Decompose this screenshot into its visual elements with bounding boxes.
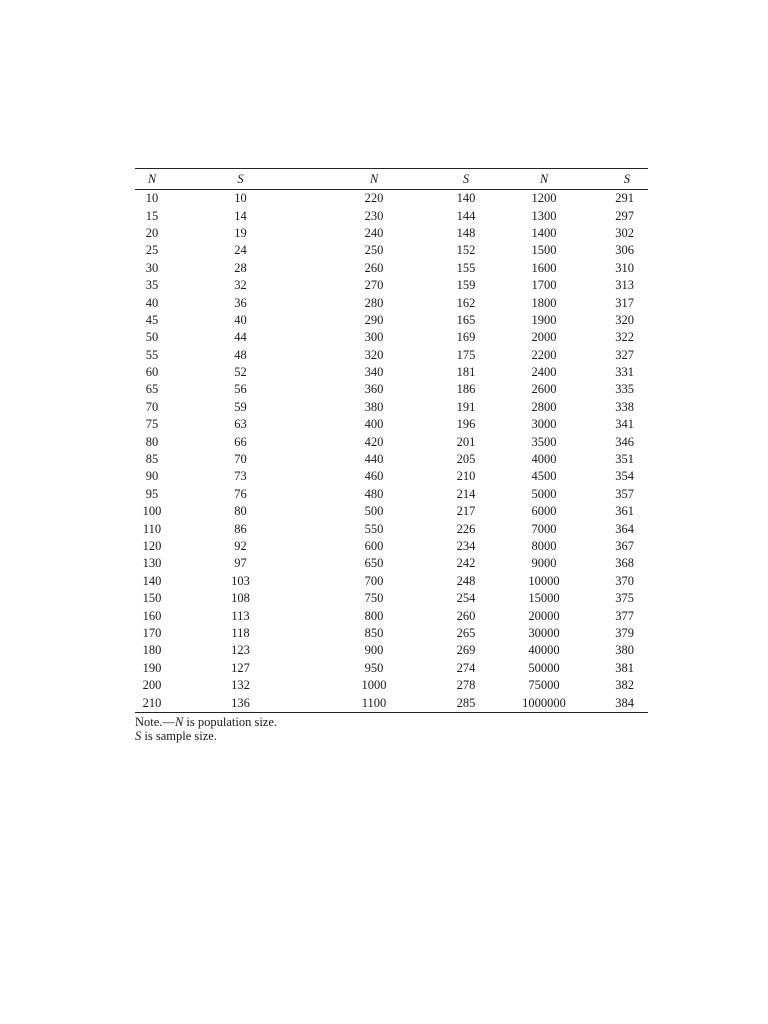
cell-n-2: 230 xyxy=(364,208,384,223)
cell-s-2: 201 xyxy=(456,434,476,449)
cell-n-1: 160 xyxy=(142,608,162,623)
table-row xyxy=(135,277,648,294)
cell-s-2: 214 xyxy=(456,486,476,501)
sample-size-table-container xyxy=(135,168,634,743)
cell-s-2: 285 xyxy=(436,694,496,712)
cell-s-1: 63 xyxy=(234,417,247,432)
note-line-sample xyxy=(135,729,630,743)
note-s-symbol: S xyxy=(135,728,142,743)
cell-n-1: 130 xyxy=(142,556,162,571)
cell-n-3: 10000 xyxy=(528,573,560,588)
cell-n-1: 210 xyxy=(135,694,169,712)
cell-n-1: 20 xyxy=(145,225,159,240)
cell-s-1: 59 xyxy=(234,399,247,414)
table-row xyxy=(135,538,648,555)
cell-n-2: 250 xyxy=(364,243,384,258)
cell-n-2: 900 xyxy=(364,643,384,658)
cell-s-2: 159 xyxy=(456,278,476,293)
cell-s-3: 357 xyxy=(615,486,634,501)
table-row xyxy=(135,607,648,624)
cell-n-1: 30 xyxy=(145,260,159,275)
cell-s-1: 73 xyxy=(234,469,247,484)
table-row xyxy=(135,642,648,659)
table-row xyxy=(135,242,648,259)
cell-s-1: 92 xyxy=(234,539,247,553)
cell-s-2: 217 xyxy=(456,504,476,519)
table-row xyxy=(135,555,648,572)
table-row xyxy=(135,694,648,712)
cell-s-3: 380 xyxy=(615,643,634,658)
cell-s-2: 144 xyxy=(456,208,476,223)
cell-n-1: 70 xyxy=(145,399,159,414)
cell-s-3: 361 xyxy=(615,504,634,519)
cell-n-3: 4500 xyxy=(531,469,557,484)
table-row xyxy=(135,486,648,503)
cell-s-1: 118 xyxy=(231,625,250,640)
note-population-text: is population size. xyxy=(183,714,278,729)
table-row xyxy=(135,312,648,329)
cell-n-2: 750 xyxy=(364,591,384,606)
cell-s-3: 297 xyxy=(615,208,634,223)
cell-n-2: 280 xyxy=(364,295,384,310)
cell-s-3: 377 xyxy=(615,608,634,623)
cell-n-3: 1300 xyxy=(531,208,557,223)
table-row xyxy=(135,329,648,346)
cell-n-3: 1700 xyxy=(531,278,557,293)
cell-s-1: 97 xyxy=(234,556,247,571)
table-row xyxy=(135,347,648,364)
cell-n-1: 25 xyxy=(145,243,159,258)
table-body xyxy=(135,190,648,713)
cell-s-3: 338 xyxy=(615,399,634,414)
table-row xyxy=(135,660,648,677)
cell-n-2: 460 xyxy=(364,469,384,484)
header-s-3: S xyxy=(592,169,648,190)
cell-n-3: 1400 xyxy=(531,225,557,240)
cell-n-2: 1000 xyxy=(361,678,387,693)
cell-s-2: 175 xyxy=(456,347,476,362)
table-row xyxy=(135,294,648,311)
cell-n-1: 90 xyxy=(145,469,159,484)
cell-s-2: 140 xyxy=(456,191,476,206)
cell-n-3: 1500 xyxy=(531,243,557,258)
cell-n-3: 3000 xyxy=(531,417,557,432)
cell-n-3: 1900 xyxy=(531,312,557,327)
cell-n-3: 1000000 xyxy=(496,694,592,712)
table-row xyxy=(135,573,648,590)
cell-n-3: 4000 xyxy=(531,452,557,467)
table-row xyxy=(135,260,648,277)
cell-n-1: 35 xyxy=(145,278,159,293)
cell-s-2: 248 xyxy=(456,573,476,588)
cell-n-3: 2200 xyxy=(531,347,557,362)
cell-n-1: 170 xyxy=(142,625,162,640)
cell-n-1: 75 xyxy=(145,417,159,432)
cell-n-3: 6000 xyxy=(531,504,557,519)
cell-s-3: 346 xyxy=(615,434,634,449)
header-n-2: N xyxy=(312,169,436,190)
cell-s-1: 123 xyxy=(231,643,250,658)
cell-s-2: 254 xyxy=(456,591,476,606)
cell-s-1: 48 xyxy=(234,347,247,362)
cell-s-3: 327 xyxy=(615,347,634,362)
cell-s-2: 278 xyxy=(456,678,476,693)
cell-n-2: 380 xyxy=(364,399,384,414)
cell-s-2: 165 xyxy=(456,312,476,327)
cell-n-1: 190 xyxy=(142,660,162,675)
cell-s-1: 24 xyxy=(234,243,247,258)
cell-s-2: 260 xyxy=(456,608,476,623)
cell-s-1: 10 xyxy=(234,191,247,206)
table-header xyxy=(135,169,648,190)
cell-n-1: 120 xyxy=(142,539,162,553)
cell-s-1: 32 xyxy=(234,278,247,293)
cell-s-1: 70 xyxy=(234,452,247,467)
cell-s-3: 351 xyxy=(615,452,634,467)
cell-s-1: 40 xyxy=(234,312,247,327)
cell-n-2: 240 xyxy=(364,225,384,240)
cell-s-3: 302 xyxy=(615,225,634,240)
table-row xyxy=(135,364,648,381)
cell-s-3: 354 xyxy=(615,469,634,484)
cell-n-3: 20000 xyxy=(528,608,560,623)
note-sample-text: is sample size. xyxy=(141,728,217,743)
cell-s-2: 181 xyxy=(456,365,476,380)
cell-s-2: 274 xyxy=(456,660,476,675)
note-prefix: Note.— xyxy=(135,714,175,729)
header-n-1: N xyxy=(135,169,169,190)
cell-s-3: 320 xyxy=(615,312,634,327)
cell-n-3: 75000 xyxy=(528,678,560,693)
cell-n-1: 50 xyxy=(145,330,159,345)
cell-n-2: 320 xyxy=(364,347,384,362)
cell-s-2: 242 xyxy=(456,556,476,571)
cell-n-3: 9000 xyxy=(531,556,557,571)
cell-n-1: 80 xyxy=(145,434,159,449)
cell-n-2: 400 xyxy=(364,417,384,432)
cell-n-1: 40 xyxy=(145,295,159,310)
cell-s-3: 313 xyxy=(615,278,634,293)
note-line-population xyxy=(135,715,630,729)
cell-s-3: 291 xyxy=(615,191,634,206)
cell-s-1: 80 xyxy=(234,504,247,519)
cell-s-2: 186 xyxy=(456,382,476,397)
cell-n-3: 2600 xyxy=(531,382,557,397)
cell-n-2: 290 xyxy=(364,312,384,327)
cell-n-3: 5000 xyxy=(531,486,557,501)
cell-s-2: 210 xyxy=(456,469,476,484)
cell-s-1: 127 xyxy=(231,660,250,675)
cell-s-3: 384 xyxy=(592,694,648,712)
cell-n-1: 140 xyxy=(142,573,162,588)
cell-n-3: 1200 xyxy=(531,191,557,206)
cell-s-2: 169 xyxy=(456,330,476,345)
table-row xyxy=(135,677,648,694)
cell-n-1: 110 xyxy=(142,521,162,536)
cell-s-2: 269 xyxy=(456,643,476,658)
cell-n-2: 950 xyxy=(364,660,384,675)
cell-s-1: 66 xyxy=(234,434,247,449)
cell-s-3: 306 xyxy=(615,243,634,258)
cell-n-1: 45 xyxy=(145,312,159,327)
cell-n-1: 10 xyxy=(145,191,159,206)
table-row xyxy=(135,416,648,433)
cell-s-1: 36 xyxy=(234,295,247,310)
table-row xyxy=(135,225,648,242)
table-row xyxy=(135,590,648,607)
cell-s-1: 132 xyxy=(231,678,250,693)
cell-n-3: 2800 xyxy=(531,399,557,414)
header-row xyxy=(135,169,648,190)
cell-n-2: 700 xyxy=(364,573,384,588)
cell-n-1: 60 xyxy=(145,365,159,380)
table-row xyxy=(135,451,648,468)
cell-n-3: 3500 xyxy=(531,434,557,449)
note-n-symbol: N xyxy=(174,714,184,729)
cell-n-1: 150 xyxy=(142,591,162,606)
cell-n-1: 180 xyxy=(142,643,162,658)
cell-n-3: 2000 xyxy=(531,330,557,345)
cell-s-1: 28 xyxy=(234,260,247,275)
cell-n-1: 65 xyxy=(145,382,159,397)
cell-s-1: 136 xyxy=(169,694,312,712)
cell-s-1: 76 xyxy=(234,486,247,501)
cell-s-2: 152 xyxy=(456,243,476,258)
sample-size-table xyxy=(135,168,648,713)
table-row xyxy=(135,433,648,450)
cell-s-1: 103 xyxy=(231,573,250,588)
cell-n-3: 50000 xyxy=(528,660,560,675)
cell-s-3: 370 xyxy=(615,573,634,588)
cell-n-1: 95 xyxy=(145,486,159,501)
cell-n-1: 100 xyxy=(142,504,162,519)
cell-s-2: 155 xyxy=(456,260,476,275)
cell-n-2: 850 xyxy=(364,625,384,640)
header-n-3: N xyxy=(496,169,592,190)
table-row xyxy=(135,468,648,485)
cell-n-2: 650 xyxy=(364,556,384,571)
cell-n-2: 1100 xyxy=(312,694,436,712)
cell-n-3: 8000 xyxy=(531,539,557,553)
table-row xyxy=(135,207,648,224)
cell-n-2: 340 xyxy=(364,365,384,380)
cell-n-2: 300 xyxy=(364,330,384,345)
cell-n-2: 440 xyxy=(364,452,384,467)
cell-s-1: 56 xyxy=(234,382,247,397)
cell-n-2: 800 xyxy=(364,608,384,623)
cell-s-1: 113 xyxy=(231,608,250,623)
cell-s-3: 341 xyxy=(615,417,634,432)
cell-n-3: 7000 xyxy=(531,521,557,536)
cell-n-2: 420 xyxy=(364,434,384,449)
table-row xyxy=(135,520,648,537)
cell-s-2: 226 xyxy=(456,521,476,536)
header-s-1: S xyxy=(169,169,312,190)
cell-n-3: 1600 xyxy=(531,260,557,275)
cell-n-1: 15 xyxy=(145,208,159,223)
cell-n-3: 1800 xyxy=(531,295,557,310)
cell-s-3: 335 xyxy=(615,382,634,397)
cell-n-2: 270 xyxy=(364,278,384,293)
table-row xyxy=(135,190,648,208)
cell-n-3: 2400 xyxy=(531,365,557,380)
cell-s-3: 367 xyxy=(615,539,634,553)
cell-s-3: 310 xyxy=(615,260,634,275)
cell-s-3: 364 xyxy=(615,521,634,536)
cell-s-2: 162 xyxy=(456,295,476,310)
cell-s-3: 368 xyxy=(615,556,634,571)
cell-n-2: 260 xyxy=(364,260,384,275)
cell-s-2: 191 xyxy=(456,399,476,414)
cell-s-1: 52 xyxy=(234,365,247,380)
table-row xyxy=(135,625,648,642)
cell-n-2: 220 xyxy=(364,191,384,206)
cell-s-2: 234 xyxy=(456,539,476,553)
table-note xyxy=(135,715,630,743)
cell-s-2: 205 xyxy=(456,452,476,467)
cell-s-2: 265 xyxy=(456,625,476,640)
cell-n-3: 15000 xyxy=(528,591,560,606)
cell-s-2: 196 xyxy=(456,417,476,432)
cell-n-2: 500 xyxy=(364,504,384,519)
header-s-2: S xyxy=(436,169,496,190)
cell-n-1: 55 xyxy=(145,347,159,362)
cell-s-1: 14 xyxy=(234,208,247,223)
cell-s-1: 44 xyxy=(234,330,247,345)
cell-s-3: 381 xyxy=(615,660,634,675)
cell-s-3: 331 xyxy=(615,365,634,380)
cell-s-3: 379 xyxy=(615,625,634,640)
cell-s-3: 375 xyxy=(615,591,634,606)
cell-n-3: 30000 xyxy=(528,625,560,640)
table-row xyxy=(135,399,648,416)
cell-s-2: 148 xyxy=(456,225,476,240)
cell-n-3: 40000 xyxy=(528,643,560,658)
cell-n-2: 480 xyxy=(364,486,384,501)
cell-s-1: 19 xyxy=(234,225,247,240)
cell-s-3: 317 xyxy=(615,295,634,310)
cell-n-1: 200 xyxy=(142,678,162,693)
table-row xyxy=(135,503,648,520)
cell-n-2: 600 xyxy=(364,539,384,553)
cell-s-1: 108 xyxy=(231,591,250,606)
cell-n-2: 360 xyxy=(364,382,384,397)
cell-s-3: 382 xyxy=(615,678,634,693)
cell-s-1: 86 xyxy=(234,521,247,536)
table-row xyxy=(135,381,648,398)
cell-n-1: 85 xyxy=(145,452,159,467)
cell-s-3: 322 xyxy=(615,330,634,345)
cell-n-2: 550 xyxy=(364,521,384,536)
